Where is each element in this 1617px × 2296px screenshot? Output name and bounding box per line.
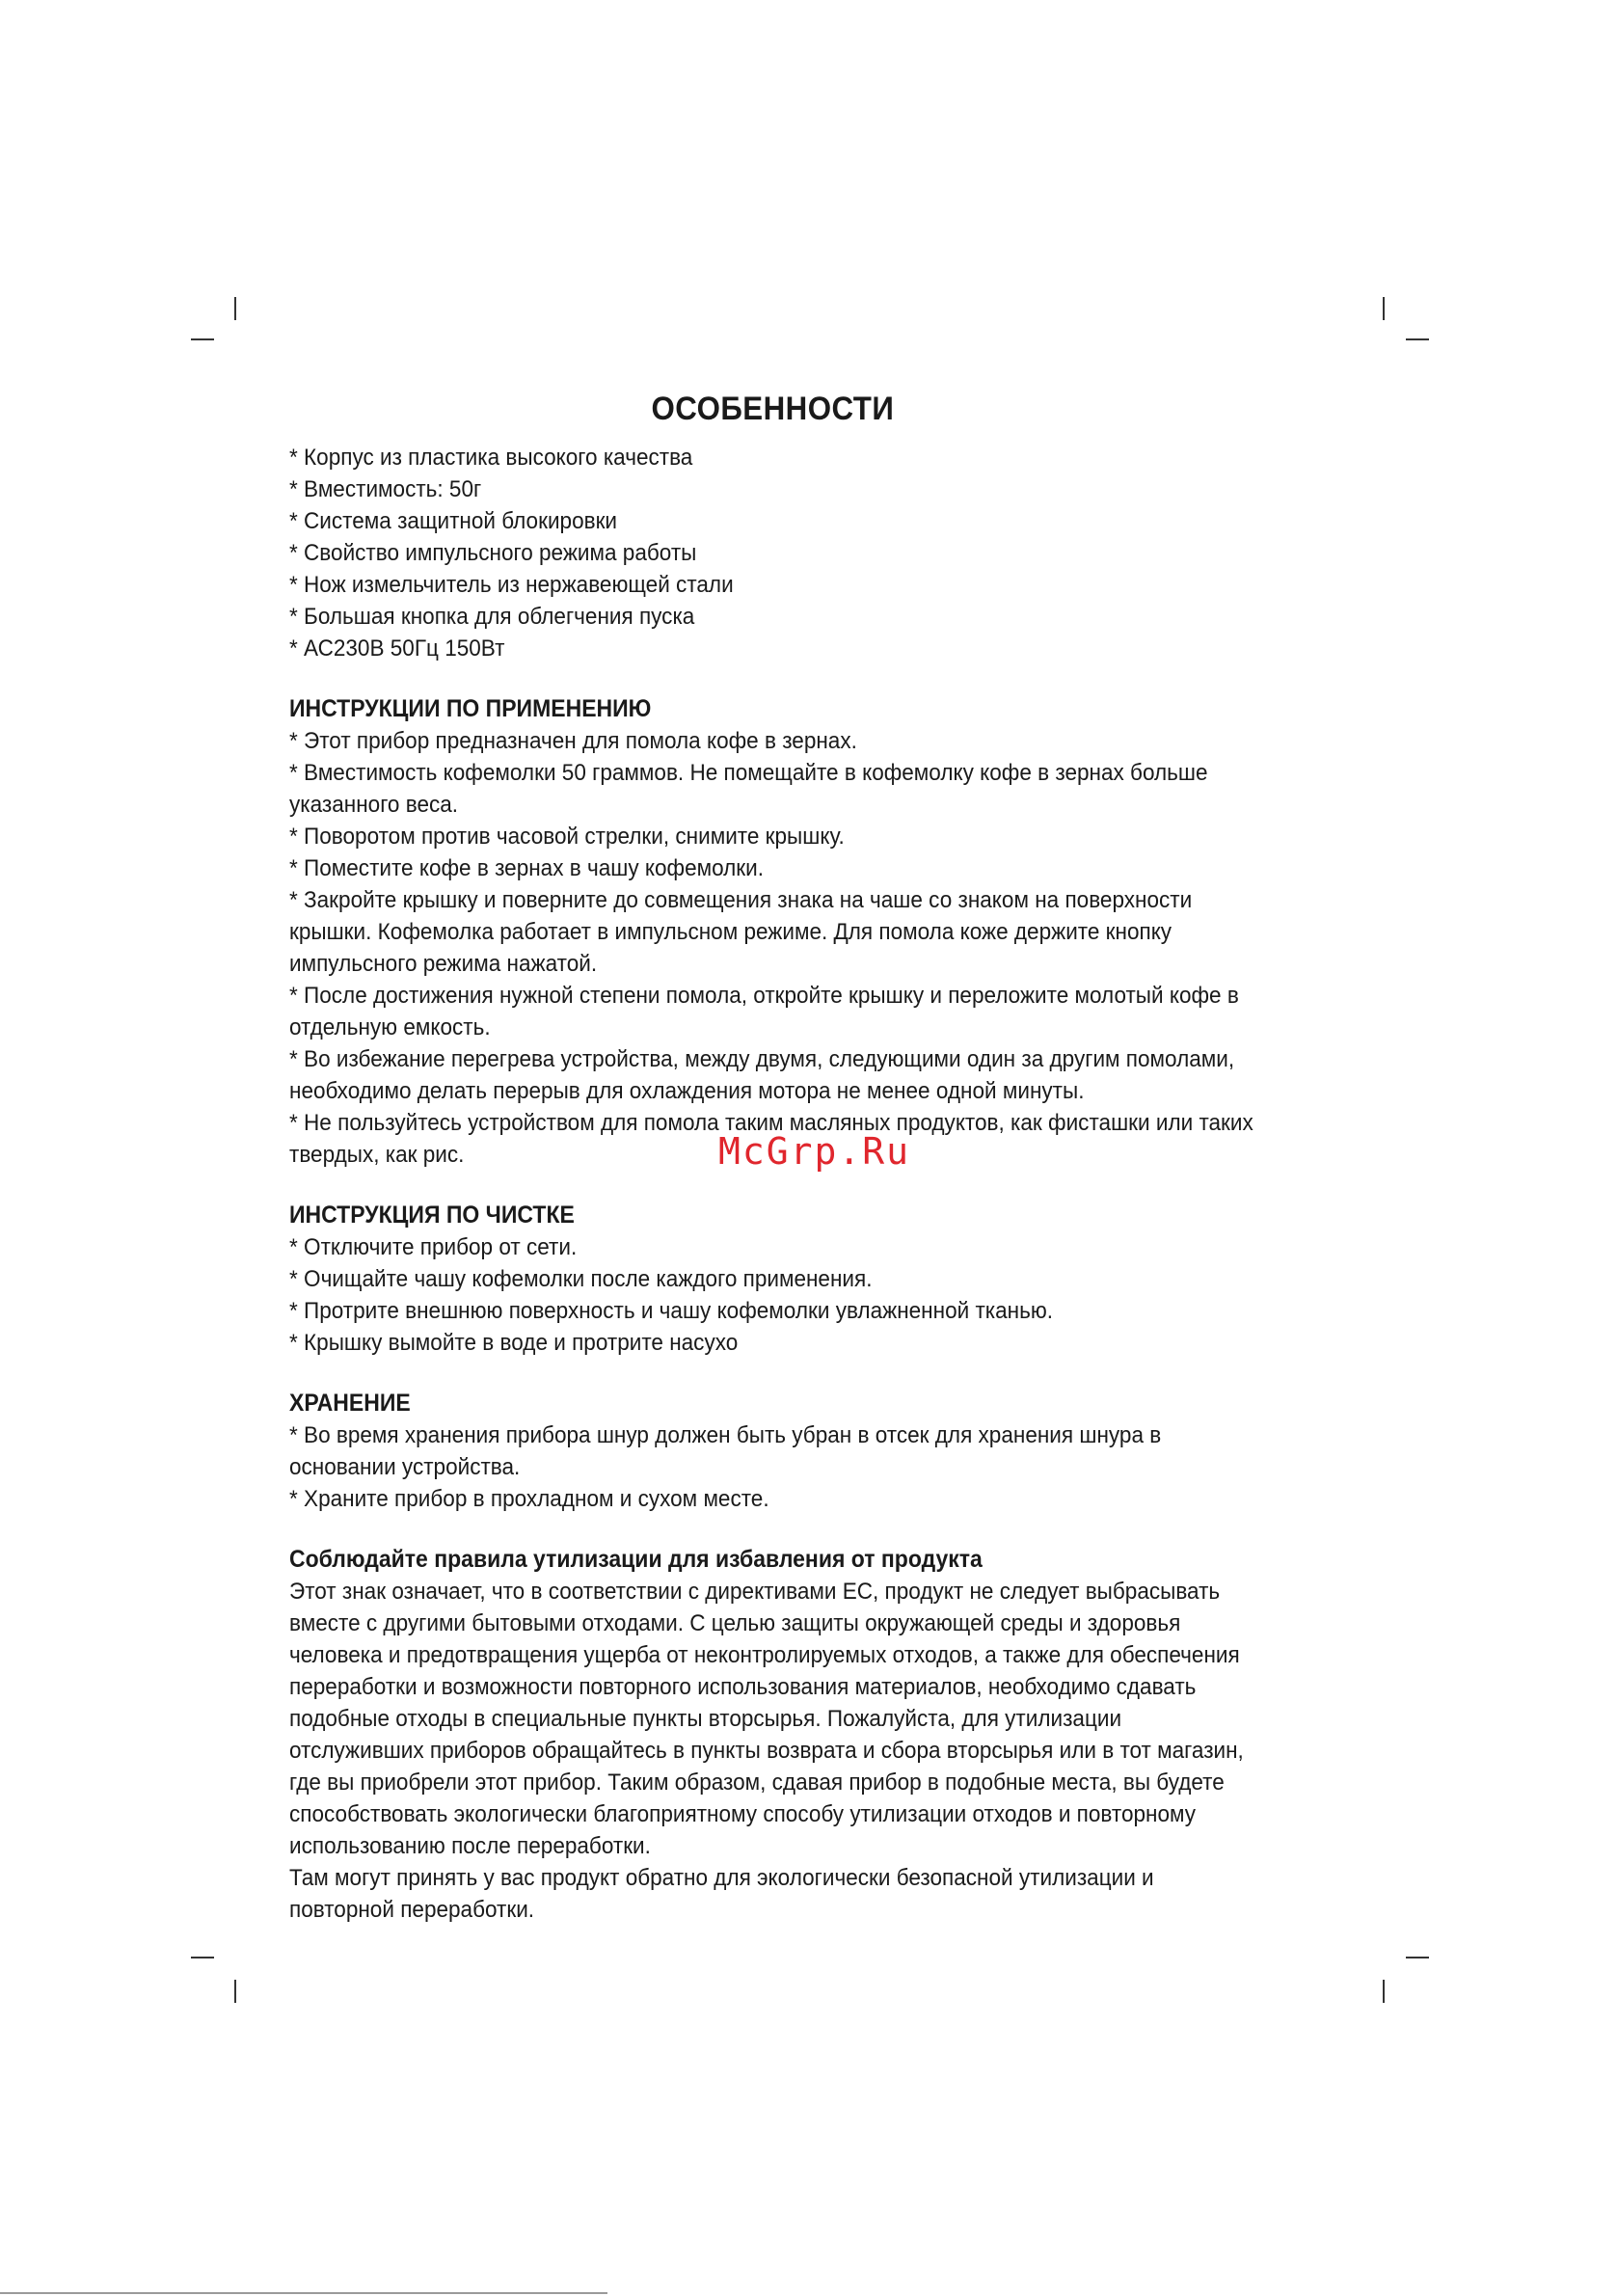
list-item: * Не пользуйтесь устройством для помола таким масляных продуктов, как фисташки или таких твердых, как рис. [289, 1110, 1253, 1168]
list-item: * Во время хранения прибора шнур должен быть убран в отсек для хранения шнура в основании устройства. [289, 1422, 1162, 1480]
list-item: * После достижения нужной степени помола, откройте крышку и переложите молотый кофе в отдельную емкость. [289, 983, 1239, 1040]
list-item: * Вместимость: 50г [289, 476, 482, 502]
list-item: * Нож измельчитель из нержавеющей стали [289, 572, 734, 598]
list-item: * Вместимость кофемолки 50 граммов. Не помещайте в кофемолку кофе в зернах больше указанного веса. [289, 760, 1208, 818]
storage-section [289, 1388, 1256, 1515]
usage-list [289, 725, 1256, 1171]
features-list [289, 442, 1256, 664]
list-item: * Поместите кофе в зернах в чашу кофемолки. [289, 855, 765, 881]
usage-heading: ИНСТРУКЦИИ ПО ПРИМЕНЕНИЮ [289, 695, 652, 722]
list-item: * Этот прибор предназначен для помола кофе в зернах. [289, 728, 857, 754]
storage-heading: ХРАНЕНИЕ [289, 1390, 411, 1417]
cleaning-section [289, 1200, 1256, 1359]
list-item: * Во избежание перегрева устройства, между двумя, следующими один за другим помолами, необходимо делать перерыв для охлаждения мотора не менее одной минуты. [289, 1046, 1235, 1104]
crop-mark-top-right-horizontal [1406, 338, 1429, 340]
disposal-heading: Соблюдайте правила утилизации для избавления от продукта [289, 1546, 983, 1573]
list-item: * Свойство импульсного режима работы [289, 540, 697, 566]
disposal-paragraph: Этот знак означает, что в соответствии с директивами ЕС, продукт не следует выбрасывать вместе с другими бытовыми отходами. С целью защиты окружающей среды и здоровья человека и предотвращения ущерба от неконтролируемых отходов, а также для обеспечения переработки и возможности повторного использования материалов, необходимо сдавать подобные отходы в специальные пункты вторсырья. Пожалуйста, для утилизации отслуживших приборов обращайтесь в пункты возврата и сбора вторсырья или в тот магазин, где вы приобрели этот прибор. Таким образом, сдавая прибор в подобные места, вы будете способствовать экологически благоприятному способу утилизации отходов и повторному использованию после переработки. [289, 1579, 1244, 1859]
cleaning-heading: ИНСТРУКЦИЯ ПО ЧИСТКЕ [289, 1202, 575, 1229]
list-item: * Большая кнопка для облегчения пуска [289, 604, 695, 630]
list-item: * Корпус из пластика высокого качества [289, 445, 693, 471]
crop-mark-top-left-vertical [234, 297, 236, 320]
disposal-section [289, 1544, 1256, 1926]
disposal-paragraph: Там могут принять у вас продукт обратно для экологически безопасной утилизации и повторной переработки. [289, 1865, 1154, 1923]
usage-section [289, 693, 1256, 1171]
crop-mark-top-left-horizontal [191, 338, 214, 340]
list-item: * Система защитной блокировки [289, 508, 618, 534]
cleaning-list [289, 1231, 1256, 1359]
crop-mark-bottom-left-horizontal [191, 1957, 214, 1958]
list-item: * Храните прибор в прохладном и сухом месте. [289, 1486, 769, 1512]
list-item: * Протрите внешнюю поверхность и чашу кофемолки увлажненной тканью. [289, 1298, 1054, 1324]
crop-mark-bottom-right-vertical [1383, 1980, 1385, 2003]
list-item: * Закройте крышку и поверните до совмещения знака на чаше со знаком на поверхности крышки. Кофемолка работает в импульсном режиме. Для помола коже держите кнопку импульсного режима нажатой. [289, 887, 1193, 977]
page-title: ОСОБЕННОСТИ [651, 391, 895, 427]
list-item: * Поворотом против часовой стрелки, снимите крышку. [289, 824, 845, 850]
watermark: McGrp.Ru [718, 1130, 911, 1173]
list-item: * Крышку вымойте в воде и протрите насухо [289, 1330, 739, 1356]
footer-divider [0, 2292, 607, 2294]
crop-mark-bottom-left-vertical [234, 1980, 236, 2003]
crop-mark-bottom-right-horizontal [1406, 1957, 1429, 1958]
list-item: * АС230В 50Гц 150Вт [289, 635, 505, 662]
list-item: * Отключите прибор от сети. [289, 1234, 578, 1260]
storage-list [289, 1419, 1256, 1515]
list-item: * Очищайте чашу кофемолки после каждого применения. [289, 1266, 873, 1292]
crop-mark-top-right-vertical [1383, 297, 1385, 320]
